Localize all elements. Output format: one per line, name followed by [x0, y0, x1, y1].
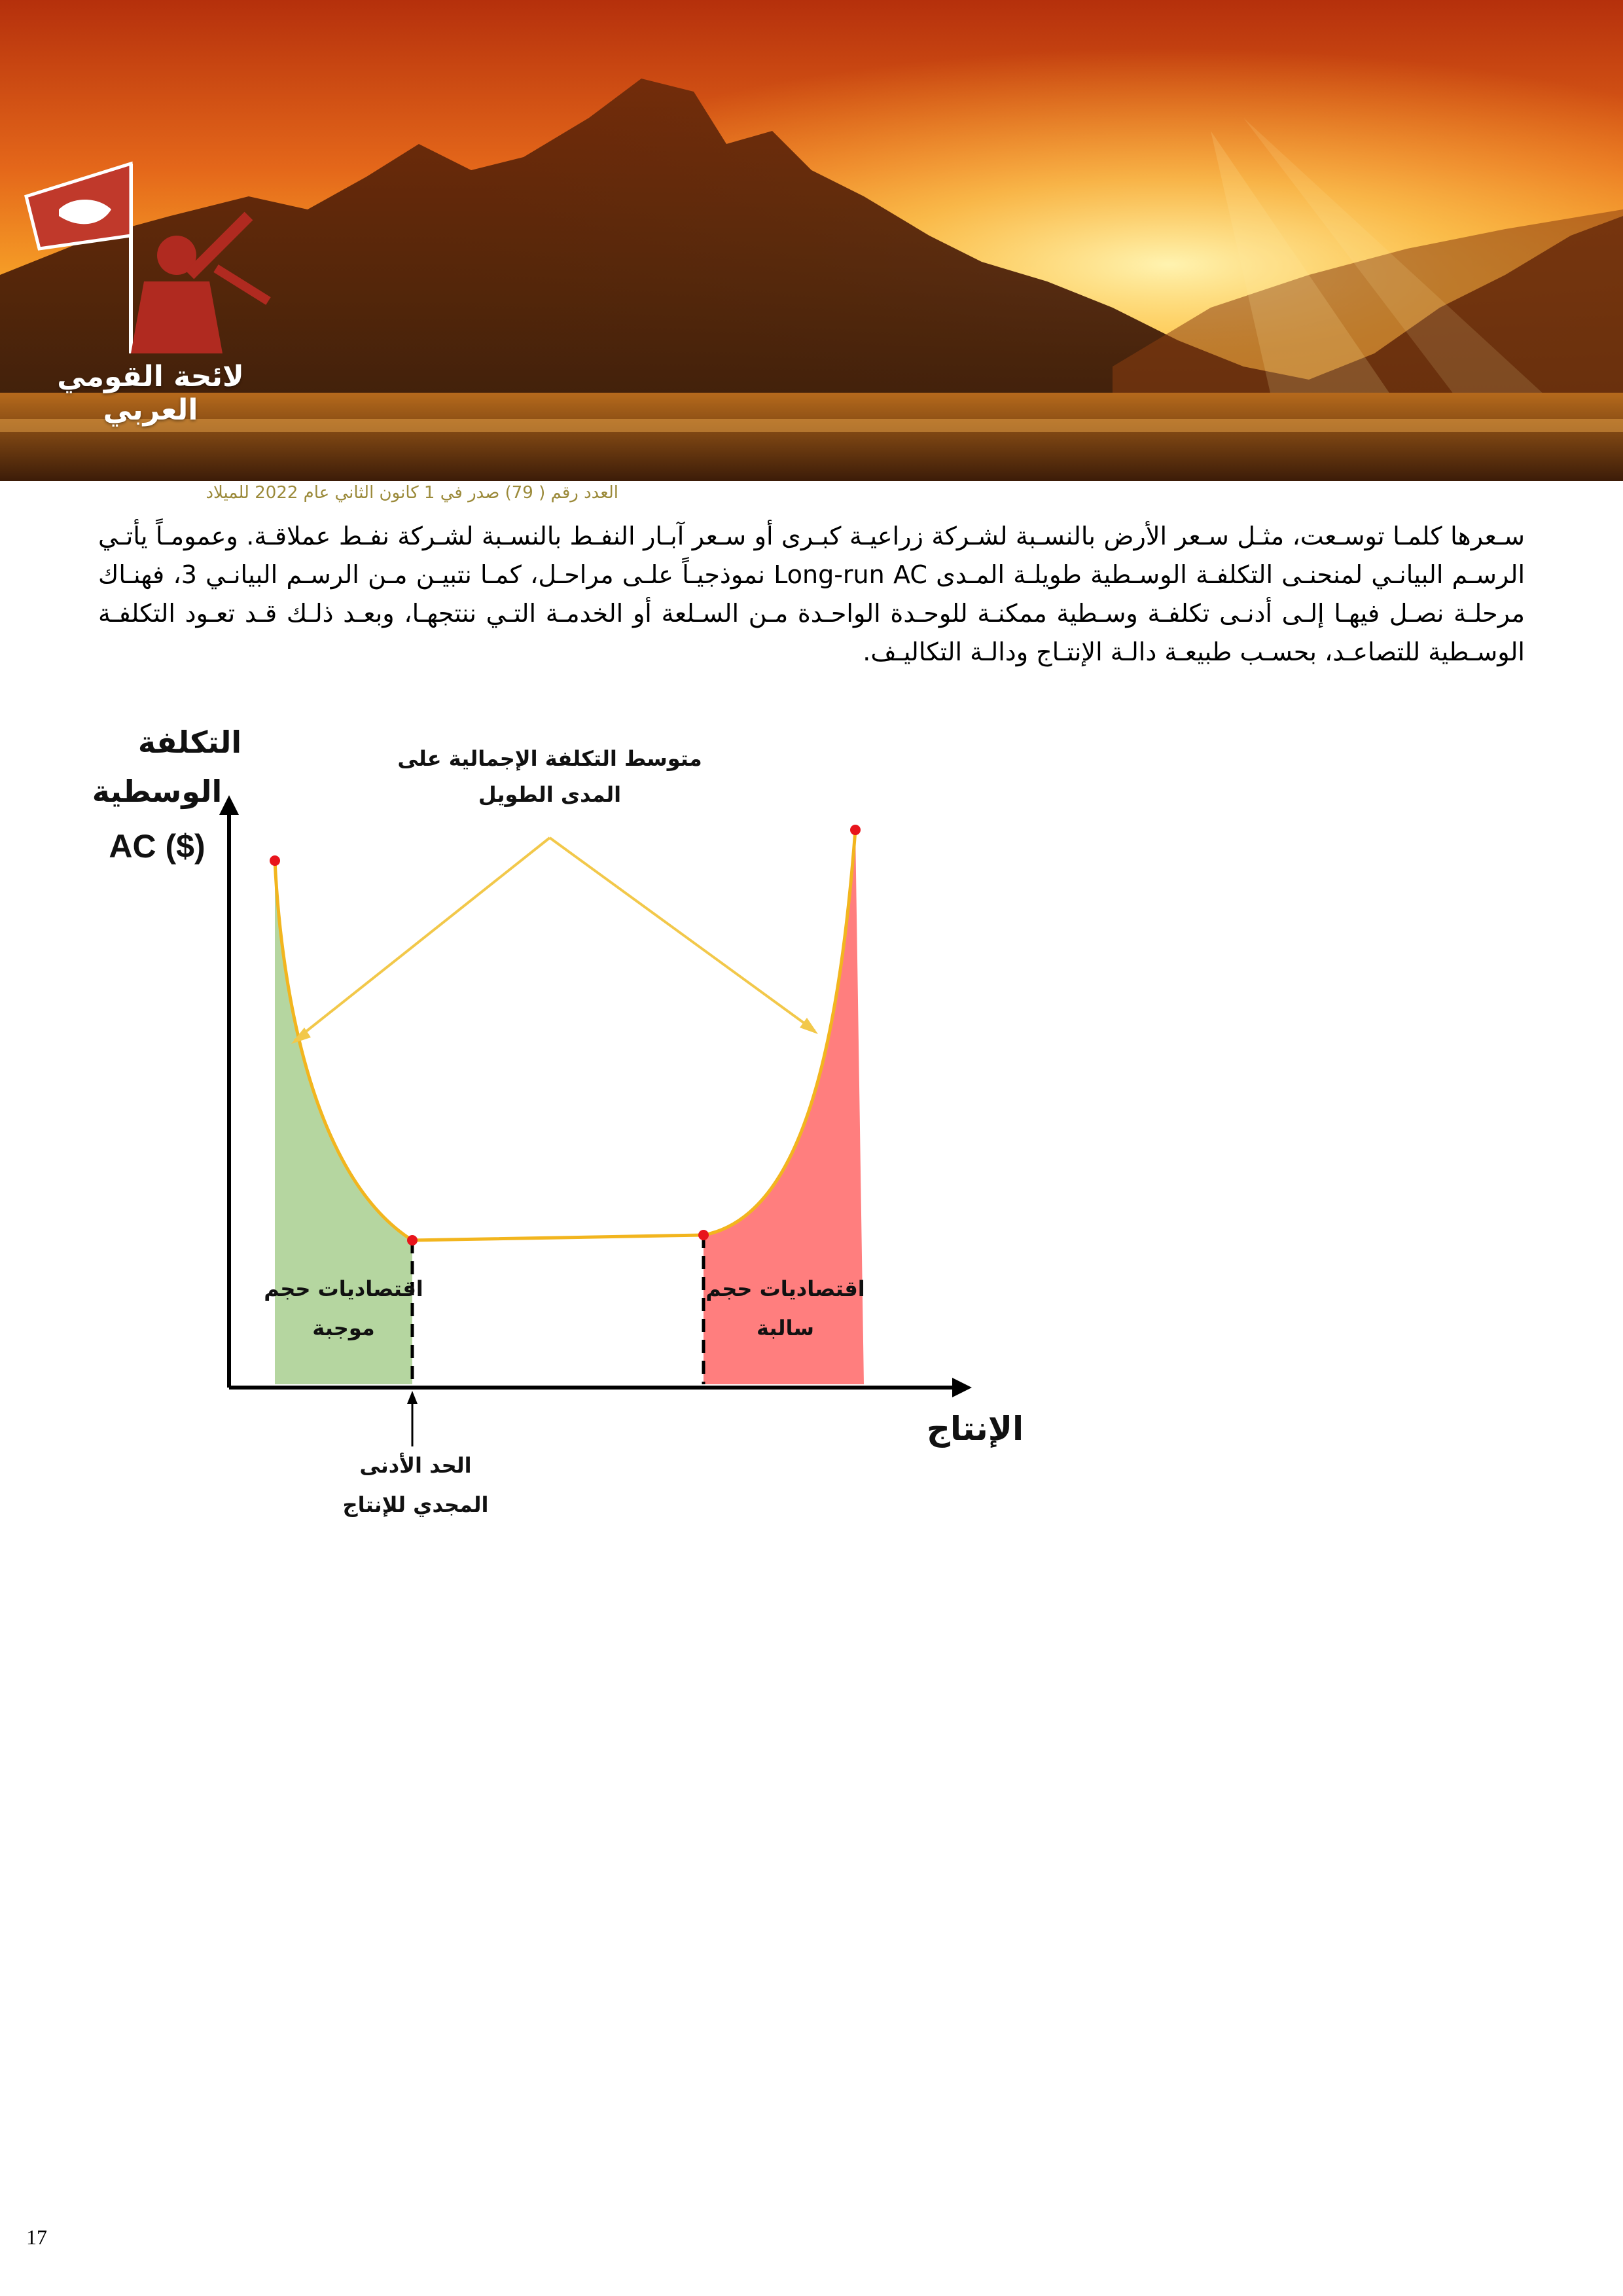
curve-label-line2: المدى الطويل [478, 782, 622, 807]
mes-label-line1: الحد الأدنى [359, 1453, 472, 1478]
paragraph: سـعرها كلمـا توسـعت، مثـل سـعر الأرض بالنسـبة لشـركة زراعيـة كبـرى أو سـعر آبـار النفـط بالنسـبة لشـركة نفـط عملاقـة. وعمومـاً يأتـي الرسـم البيانـي لمنحنـى التكلفـة الوسـطية طويلـة المـدى Long-run AC نموذجيـاً علـى مراحـل، كمـا نتبيـن مـن الرسـم البيانـي 3، فهنـاك مرحلـة نصـل فيهـا إلـى أدنـى تكلفـة وسـطية ممكنـة للوحـدة الواحـدة مـن السـلعة أو الخدمـة التـي ننتجهـا، وبعـد ذلـك قـد تعـود التكلفـة الوسـطية للتصاعـد، بحسـب طبيعـة دالـة الإنتـاج ودالـة التكاليـف. [98, 522, 1525, 666]
right-region-label-line1: اقتصاديات حجم [705, 1276, 865, 1301]
y-axis-label-line3: AC ($) [109, 828, 205, 865]
mes-label-line2: المجدي للإنتاج [342, 1492, 489, 1517]
x-axis-arrow [952, 1378, 972, 1397]
y-axis-label-line1: التكلفة [137, 725, 242, 760]
positive-economies-region [275, 861, 412, 1384]
curve-point [270, 855, 280, 866]
curve-point [407, 1235, 418, 1246]
long-run-ac-curve [275, 830, 855, 1240]
right-region-label-line2: سالبة [757, 1316, 814, 1340]
header-banner [0, 0, 1623, 481]
label-arrow-right [550, 838, 815, 1031]
issue-info: العدد رقم ( 79) صدر في 1 كانون الثاني عام 2022 للميلاد [205, 483, 618, 503]
y-axis-label-line2: الوسطية [92, 774, 223, 809]
label-arrow-left [294, 838, 550, 1041]
long-run-ac-chart [85, 720, 1034, 1571]
logo-text: لائحة القومي العربي [57, 360, 244, 427]
page-number: 17 [26, 2225, 47, 2249]
curve-point [698, 1230, 709, 1240]
curve-label-line1: متوسط التكلفة الإجمالية على [397, 746, 702, 771]
curve-point [850, 825, 861, 835]
arrowhead [407, 1391, 418, 1404]
article-body [98, 517, 1525, 672]
arrowhead [800, 1018, 818, 1034]
left-region-label-line1: اقتصاديات حجم [264, 1276, 423, 1301]
x-axis-label: الإنتاج [926, 1410, 1024, 1448]
left-region-label-line2: موجبة [312, 1316, 375, 1340]
y-axis-arrow [219, 795, 239, 815]
